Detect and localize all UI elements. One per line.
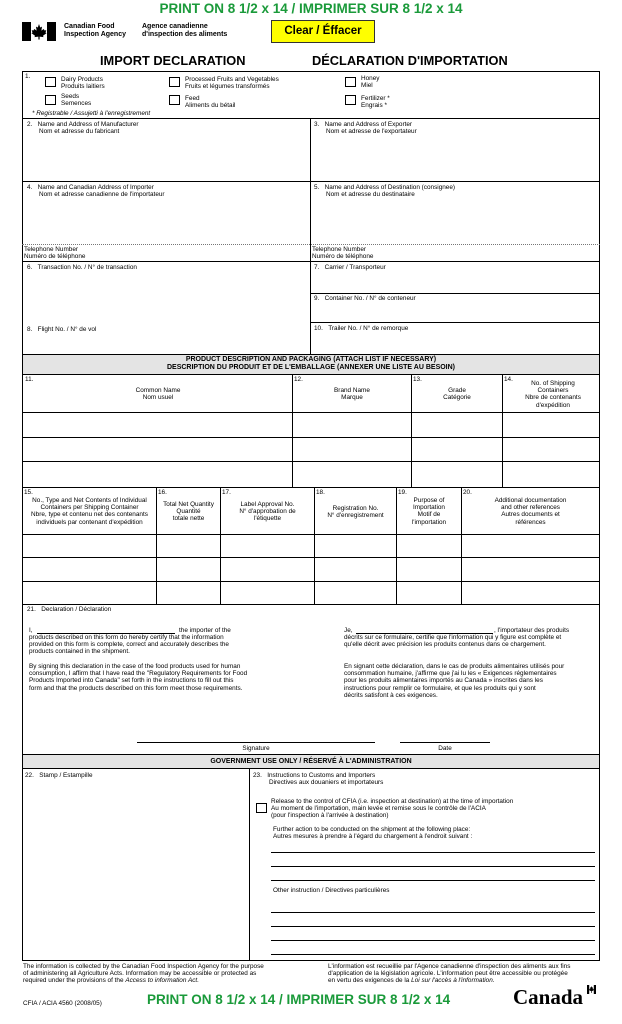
declaration-en-importer: the importer of the <box>179 627 231 634</box>
further-action-line-1[interactable] <box>271 852 595 853</box>
col-13-number: 13. <box>413 376 422 383</box>
packaging-row-2[interactable] <box>23 558 599 580</box>
declaration-en-i: I, <box>29 627 33 634</box>
field-2-label: 2. Name and Address of Manufacturer Nom et adresse du fabricant <box>27 121 139 136</box>
further-action-line-3[interactable] <box>271 880 595 881</box>
signature-line[interactable] <box>137 742 375 743</box>
field-4-label: 4. Name and Canadian Address of Importer Nom et adresse canadienne de l'importateur <box>27 184 165 199</box>
carrier-input[interactable] <box>312 274 598 292</box>
privacy-notice-fr: L'information est recueillie par l'Agence canadienne d'inspection des aliments aux fins d'application de la législation agricole. L'information peut être accessible ou protégée en vertu des exigences de la Loi sur l'accès à l'information. <box>328 963 571 985</box>
signature-label: Signature <box>242 745 270 752</box>
other-instruction-line-1[interactable] <box>271 912 595 913</box>
col-common-name-header: Common Name Nom usuel <box>135 387 181 402</box>
transaction-number-input[interactable] <box>24 274 308 320</box>
product-row-2[interactable] <box>23 438 599 461</box>
col-purpose-header: Purpose of Importation Motif de l'importation <box>411 497 447 526</box>
trailer-number-input[interactable] <box>312 335 598 353</box>
field-23-label: 23. Instructions to Customs and Importers Directives aux douaniers et importateurs <box>253 772 384 787</box>
option-dairy-products: Dairy Products Produits laitiers <box>61 76 105 91</box>
clear-button[interactable]: Clear / Éffacer <box>271 20 375 43</box>
option-fertilizer: Fertilizer * Engrais * <box>361 95 390 110</box>
col-18-number: 18. <box>316 489 325 496</box>
other-instruction-line-3[interactable] <box>271 940 595 941</box>
col-brand-name-header: Brand Name Marque <box>334 387 370 402</box>
destination-input[interactable] <box>312 200 598 242</box>
option-seeds: Seeds Semences <box>61 93 92 108</box>
exporter-input[interactable] <box>312 138 598 180</box>
col-grade-header: Grade Catégorie <box>443 387 471 402</box>
checkbox-fertilizer[interactable] <box>345 95 356 105</box>
field-8-label: 8. Flight No. / N° de vol <box>27 326 97 333</box>
col-shipping-containers-header: No. of Shipping Containers Nbre de contenants d'expédition <box>525 380 581 409</box>
agency-name-en: Canadian Food Inspection Agency <box>64 23 126 38</box>
col-label-approval-header: Label Approval No. N° d'approbation de l'étiquette <box>239 501 296 523</box>
field-22-label: 22. Stamp / Estampille <box>25 772 93 779</box>
title-en: IMPORT DECLARATION <box>100 53 246 68</box>
checkbox-release-to-cfia[interactable] <box>256 803 267 813</box>
col-19-number: 19. <box>398 489 407 496</box>
checkbox-feed[interactable] <box>169 95 180 105</box>
container-number-input[interactable] <box>312 305 598 321</box>
col-16-number: 16. <box>158 489 167 496</box>
declaration-title: 21. Declaration / Déclaration <box>27 606 112 613</box>
form-number: CFIA / ACIA 4560 (2008/05) <box>23 1000 102 1007</box>
field-3-label: 3. Name and Address of Exporter Nom et adresse de l'exportateur <box>314 121 417 136</box>
checkbox-dairy-products[interactable] <box>45 77 56 87</box>
other-instruction-label: Other instruction / Directives particulières <box>273 887 390 894</box>
col-20-number: 20. <box>463 489 472 496</box>
col-contents-header: No., Type and Net Contents of Individual Containers per Shipping Container Nbre, type et contenu net des contenants individuels par contenant d'expédition <box>31 497 148 526</box>
other-instruction-line-2[interactable] <box>271 926 595 927</box>
col-12-number: 12. <box>294 376 303 383</box>
field-7-label: 7. Carrier / Transporteur <box>314 264 386 271</box>
manufacturer-input[interactable] <box>24 138 308 180</box>
col-additional-docs-header: Additional documentation and other references Autres documents et références <box>494 497 567 526</box>
stamp-area[interactable] <box>24 782 247 958</box>
further-action-line-2[interactable] <box>271 866 595 867</box>
release-to-cfia-text: Release to the control of CFIA (i.e. inspection at destination) at the time of importation Au moment de l'importation, main levée et remise sous le contrôle de l'ACIA (pour l'inspection à l'arrivée à destination) <box>271 798 514 820</box>
agency-name-fr: Agence canadienne d'inspection des aliments <box>142 23 228 38</box>
packaging-row-3[interactable] <box>23 582 599 603</box>
importer-phone-label: Telephone Number Numéro de téléphone <box>24 246 86 261</box>
declaration-en-paragraph-2: By signing this declaration in the case of the food products used for human consumption, I affirm that I have read the "Regulatory Requirements for Food Products Imported into Canada" set forth in the instructions to fill out this form and that the products described on this form meet those requirements. <box>29 663 248 692</box>
declaration-fr-paragraph-1: décrits sur ce formulaire, certifie que l'information qui y figure est complète et qu'elle décrit avec précision les produits contenus dans ce chargement. <box>344 634 562 649</box>
field-6-label: 6. Transaction No. / N° de transaction <box>27 264 137 271</box>
print-instruction-bottom: PRINT ON 8 1/2 x 14 / IMPRIMER SUR 8 1/2 x 14 <box>147 992 451 1007</box>
declaration-en-paragraph-1: products described on this form do hereby certify that the information provided on this form is complete, correct and accurately describes the products contained in the shipment. <box>29 634 229 656</box>
date-line[interactable] <box>400 742 490 743</box>
checkbox-honey[interactable] <box>345 77 356 87</box>
field-5-label: 5. Name and Address of Destination (consignee) Nom et adresse du destinataire <box>314 184 456 199</box>
checkbox-seeds[interactable] <box>45 95 56 105</box>
canada-flag-icon <box>22 22 56 41</box>
other-instruction-line-4[interactable] <box>271 954 595 955</box>
gov-use-title: GOVERNMENT USE ONLY / RÉSERVÉ À L'ADMINISTRATION <box>210 758 412 765</box>
product-section-title: PRODUCT DESCRIPTION AND PACKAGING (ATTACH LIST IF NECESSARY) DESCRIPTION DU PRODUIT ET DE L'EMBALLAGE (ANNEXER UNE LISTE AU BESOIN) <box>166 356 456 371</box>
date-label: Date <box>438 745 452 752</box>
registrable-note: * Registrable / Assujetti à l'enregistrement <box>32 110 151 117</box>
col-17-number: 17. <box>222 489 231 496</box>
product-row-3[interactable] <box>23 462 599 486</box>
product-row-1[interactable] <box>23 413 599 437</box>
destination-phone-label: Telephone Number Numéro de téléphone <box>312 246 374 261</box>
field-1-number: 1. <box>25 73 31 80</box>
checkbox-processed-fruits-vegetables[interactable] <box>169 77 180 87</box>
print-instruction-top: PRINT ON 8 1/2 x 14 / IMPRIMER SUR 8 1/2 x 14 <box>159 1 463 16</box>
option-feed: Feed Aliments du bétail <box>185 95 236 110</box>
col-11-number: 11. <box>25 376 34 383</box>
field-9-label: 9. Container No. / N° de conteneur <box>314 295 416 302</box>
option-processed-fruits-vegetables: Processed Fruits and Vegetables Fruits et légumes transformés <box>185 76 279 91</box>
canada-wordmark: Canada <box>513 985 584 1009</box>
col-14-number: 14. <box>504 376 513 383</box>
col-15-number: 15. <box>24 489 33 496</box>
col-net-quantity-header: Total Net Quantity Quantité totale nette <box>163 501 214 523</box>
title-fr: DÉCLARATION D'IMPORTATION <box>312 53 508 68</box>
further-action-text: Further action to be conducted on the shipment at the following place: Autres mesures à prendre à l'égard du chargement à l'endroit suivant : <box>273 826 473 841</box>
packaging-row-1[interactable] <box>23 535 599 557</box>
canada-wordmark-flag-icon <box>587 985 596 994</box>
declaration-fr-paragraph-2: En signant cette déclaration, dans le cas de produits alimentaires utilisés pour consommation humaine, j'affirme que j'ai lu les « Exigences réglementaires pour les produits alimentaires importés au Canada » inscrites dans les instructions pour remplir ce formulaire, et que les produits qui y sont décrits satisfont à ces exigences. <box>344 663 565 699</box>
importer-input[interactable] <box>24 200 308 242</box>
option-honey: Honey Miel <box>361 75 380 90</box>
flight-number-input[interactable] <box>24 335 308 353</box>
field-10-label: 10. Trailer No. / N° de remorque <box>314 325 409 332</box>
col-registration-header: Registration No. N° d'enregistrement <box>327 505 384 520</box>
declaration-fr-importer: , l'importateur des produits <box>494 627 570 634</box>
declaration-fr-je: Je, <box>344 627 353 634</box>
privacy-notice-en: The information is collected by the Canadian Food Inspection Agency for the purpose of administering all Agriculture Acts. Information may be accessible or protected as required under the provisions of the Access to information Act. <box>23 963 264 985</box>
